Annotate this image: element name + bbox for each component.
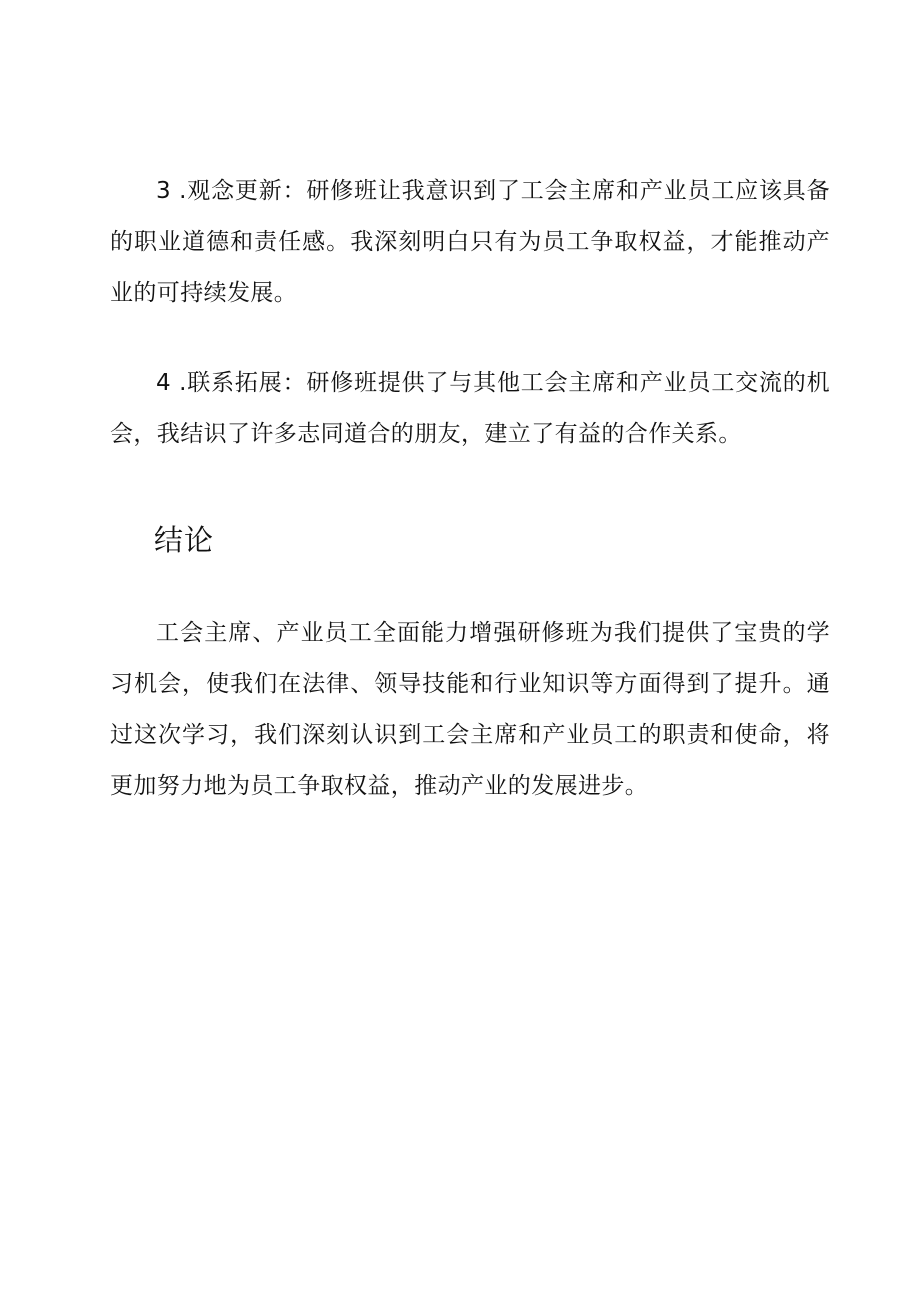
conclusion-paragraph: 工会主席、产业员工全面能力增强研修班为我们提供了宝贵的学习机会，使我们在法律、领导技能和行业知识等方面得到了提升。通过这次学习，我们深刻认识到工会主席和产业员工的职责和使命，将更加努力地为员工争取权益，推动产业的发展进步。 (110, 620, 830, 799)
conclusion-heading: 结论 (154, 523, 215, 557)
paragraph-item-3: 3 .观念更新：研修班让我意识到了工会主席和产业员工应该具备的职业道德和责任感。我深刻明白只有为员工争取权益，才能推动产业的可持续发展。 (110, 178, 830, 306)
paragraph-item-4: 4 .联系拓展：研修班提供了与其他工会主席和产业员工交流的机会，我结识了许多志同道合的朋友，建立了有益的合作关系。 (110, 370, 830, 447)
